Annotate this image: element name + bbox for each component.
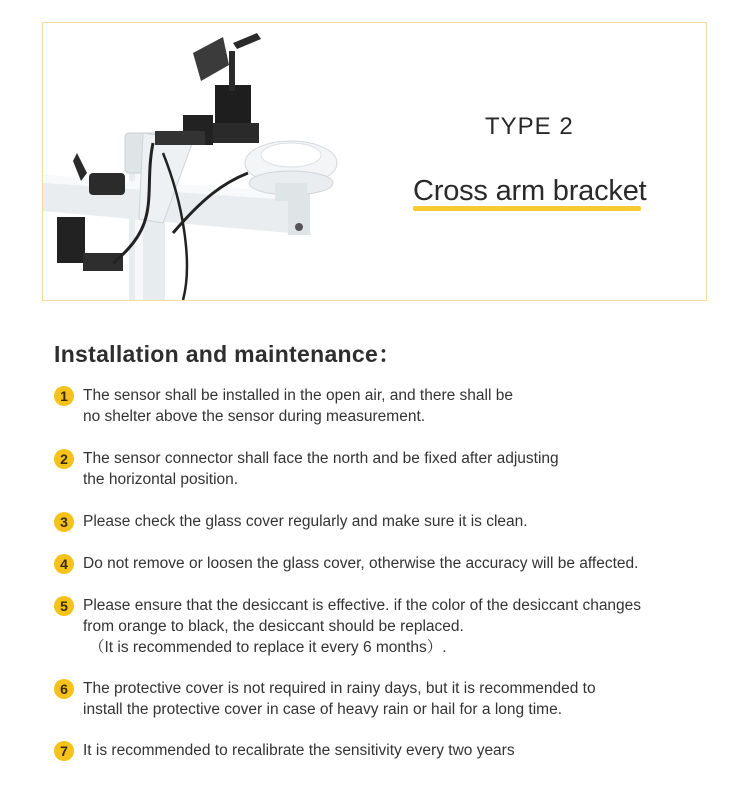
item-text xyxy=(83,385,513,427)
number-badge-icon: 4 xyxy=(54,554,74,574)
section-title: Installation and maintenance： xyxy=(54,341,402,367)
weather-station-photo xyxy=(43,23,353,300)
item-line: Please check the glass cover regularly and make sure it is clean. xyxy=(83,513,528,530)
item-line: Do not remove or loosen the glass cover, otherwise the accuracy will be affected. xyxy=(83,555,639,572)
item-line: The protective cover is not required in rainy days, but it is recommended to xyxy=(83,680,596,697)
item-text xyxy=(83,740,515,761)
item-text xyxy=(83,511,528,532)
number-badge-icon: 5 xyxy=(54,596,74,616)
type-label: TYPE 2 xyxy=(485,113,574,140)
item-line: The sensor shall be installed in the open air, and there shall be xyxy=(83,387,513,404)
number-badge-icon: 3 xyxy=(54,512,74,532)
item-line: no shelter above the sensor during measurement. xyxy=(83,408,426,425)
number-badge-icon: 2 xyxy=(54,449,74,469)
item-line: from orange to black, the desiccant should be replaced. xyxy=(83,618,464,635)
item-line: install the protective cover in case of heavy rain or hail for a long time. xyxy=(83,701,563,718)
item-line: Please ensure that the desiccant is effective. if the color of the desiccant changes xyxy=(83,597,642,614)
item-line: （It is recommended to replace it every 6 months）. xyxy=(89,639,447,656)
item-text xyxy=(83,595,641,658)
number-badge-icon: 7 xyxy=(54,741,74,761)
item-line: It is recommended to recalibrate the sensitivity every two years xyxy=(83,742,515,759)
item-text xyxy=(83,678,596,720)
item-line: The sensor connector shall face the north and be fixed after adjusting xyxy=(83,450,559,467)
number-badge-icon: 1 xyxy=(54,386,74,406)
product-banner xyxy=(42,22,707,301)
item-text xyxy=(83,553,638,574)
product-title: Cross arm bracket xyxy=(413,175,647,207)
number-badge-icon: 6 xyxy=(54,679,74,699)
item-line: the horizontal position. xyxy=(83,471,239,488)
item-text xyxy=(83,448,559,490)
